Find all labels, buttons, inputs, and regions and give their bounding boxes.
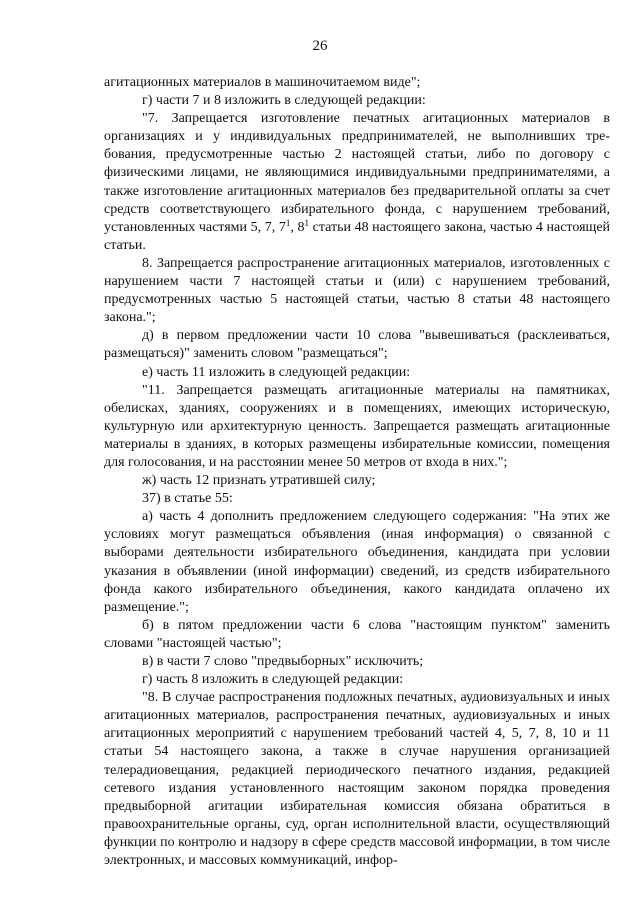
paragraph-14: "8. В случае распространения подложных печатных, аудиовизуальных и иных агитационных материалов, распространения печатных, аудиовизуальных и иных агитационных мероприятий с нарушением требований частей 4, 5, 7, 8, 10 и 11 статьи 54 настоящего закона, а также в случае нарушения организацией телерадиовещания, редакцией периодического печатного издания, редакцией сетевого издания установленного настоящим законом порядка проведения предвыборной агитации избирательная комиссия обязана обратиться в правоохранительные органы, суд, орган исполнительной власти, осуществляющий функции по контролю и надзору в сфере средств массовой информации, в том числе электронных, и массовых коммуникаций, инфор-	[104, 690, 610, 869]
paragraph-8: ж) часть 12 признать утратившей силу;	[142, 473, 376, 489]
paragraph-10: а) часть 4 дополнить предложением следующего содержания: "На этих же условиях могут размещаться объявления (иная информация) о связанной с выборами деятельности избирательного объединения, кандидата при условии указания в объявлении (иной информации) сведений, из средств избирательного фонда какого избирательного объединения, какого кандидата оплачено их размещение.";	[104, 509, 610, 615]
superscript-1: 1	[285, 217, 291, 228]
paragraph-2: г) части 7 и 8 изложить в следующей редакции:	[142, 93, 426, 109]
document-body	[104, 74, 610, 870]
paragraph-11: б) в пятом предложении части 6 слова "настоящим пунктом" заменить словами "настоящей частью";	[104, 617, 610, 651]
paragraph-3-text-a: "7. Запрещается изготовление печатных агитационных материалов в организациях и у индивидуальных предпринимателей, не выполнивших требования, предусмотренные частью 2 настоящей статьи, либо по договору с физическими лицами, не являющимися индивидуальными предпринимателями, а также изготовление агитационных материалов без предварительной оплаты за счет средств соответствующего избирательного фонда, с нарушением требований, установленных частями 5, 7, 7	[104, 111, 610, 235]
paragraph-4: 8. Запрещается распространение агитационных материалов, изготовленных с нарушением части 7 настоящей статьи и (или) с нарушением требований, предусмотренных частью 5 настоящей статьи, частью 8 статьи 48 настоящего закона.";	[104, 255, 610, 326]
page-number: 26	[312, 38, 328, 54]
paragraph-3	[104, 110, 610, 255]
paragraph-3-text-b: , 8	[290, 219, 305, 235]
paragraph-5: д) в первом предложении части 10 слова "вывешиваться (расклеиваться, размещаться)" заменить словом "размещаться";	[104, 328, 610, 362]
paragraph-1: агитационных материалов в машиночитаемом виде";	[104, 75, 421, 90]
paragraph-9: 37) в статье 55:	[142, 491, 233, 507]
superscript-2: 1	[304, 217, 309, 228]
paragraph-7: "11. Запрещается размещать агитационные материалы на памятниках, обелисках, зданиях, сооружениях и в помещениях, имеющих историческую, культурную или архитектурную ценность. Запрещается размещать агитационные материалы в зданиях, в которых размещены избирательные комиссии, помещения для голосования, и на расстоянии менее 50 метров от входа в них.";	[104, 382, 610, 470]
paragraph-13: г) часть 8 изложить в следующей редакции:	[142, 672, 404, 688]
paragraph-6: е) часть 11 изложить в следующей редакции:	[142, 364, 411, 380]
paragraph-12: в) в части 7 слово "предвыборных" исключить;	[142, 654, 424, 669]
paragraph-3-text-c: статьи 48 настоящего закона, частью 4 настоящей статьи.	[104, 219, 611, 253]
